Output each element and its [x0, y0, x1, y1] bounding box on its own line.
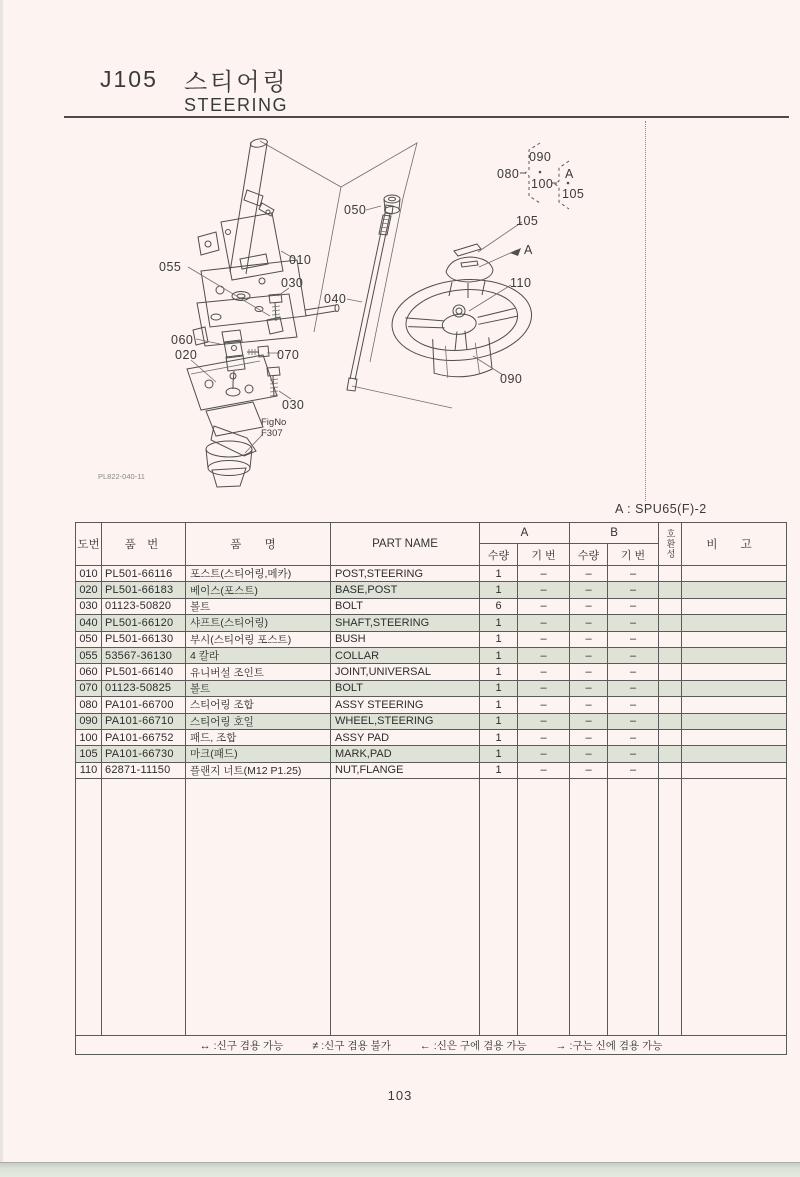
left-arrow-icon: ←: [419, 1039, 431, 1052]
cell-part-name: ASSY STEERING: [331, 697, 480, 713]
cell-a-qty: 6: [480, 598, 518, 614]
cell-a-qty: 1: [480, 631, 518, 647]
cell-part-name: POST,STEERING: [331, 566, 480, 582]
cell-a-serial: –: [518, 598, 570, 614]
cell-a-qty: 1: [480, 615, 518, 631]
cell-a-serial: –: [518, 647, 570, 663]
title-rule: [64, 116, 789, 118]
cell-remarks: [682, 631, 787, 647]
callout-030-upper: 030: [281, 276, 304, 290]
cell-part-name: SHAFT,STEERING: [331, 615, 480, 631]
cell-a-serial: –: [518, 762, 570, 778]
callout-055: 055: [159, 260, 182, 274]
cell-remarks: [682, 680, 787, 696]
cell-compat: [659, 615, 682, 631]
table-row: [76, 664, 787, 680]
cell-part-name: BOLT: [331, 680, 480, 696]
header-name-ko: 품 명: [186, 523, 331, 566]
cell-part-no: 62871-11150: [102, 762, 186, 778]
cell-part-no: PL501-66120: [102, 615, 186, 631]
cell-b-qty: –: [570, 566, 608, 582]
cell-ref: 070: [76, 680, 102, 696]
cell-part-no: PA101-66730: [102, 746, 186, 762]
cell-a-qty: 1: [480, 713, 518, 729]
cell-b-serial: –: [608, 729, 659, 745]
cell-a-serial: –: [518, 615, 570, 631]
cell-name-korean: 볼트: [186, 680, 331, 696]
cell-ref: 040: [76, 615, 102, 631]
cell-compat: [659, 713, 682, 729]
cell-part-name: COLLAR: [331, 647, 480, 663]
cell-part-name: MARK,PAD: [331, 746, 480, 762]
callout-040: 040: [324, 292, 347, 306]
cell-remarks: [682, 713, 787, 729]
cell-name-korean: 베이스(포스트): [186, 582, 331, 598]
cell-remarks: [682, 746, 787, 762]
cell-name-korean: 스티어링 조합: [186, 697, 331, 713]
table-row: [76, 615, 787, 631]
fig-ref-number: F307: [261, 428, 283, 439]
cell-remarks: [682, 697, 787, 713]
cell-remarks: [682, 615, 787, 631]
cell-compat: [659, 746, 682, 762]
cell-b-serial: –: [608, 680, 659, 696]
cell-compat: [659, 664, 682, 680]
table-row: [76, 713, 787, 729]
header-a-serial: 기 번: [518, 544, 570, 566]
cell-compat: [659, 680, 682, 696]
cell-name-korean: 마크(패드): [186, 746, 331, 762]
cell-b-serial: –: [608, 664, 659, 680]
table-row: [76, 647, 787, 663]
cell-ref: 050: [76, 631, 102, 647]
cell-a-serial: –: [518, 729, 570, 745]
cell-a-qty: 1: [480, 647, 518, 663]
cell-a-qty: 1: [480, 664, 518, 680]
cell-a-serial: –: [518, 631, 570, 647]
table-row: [76, 746, 787, 762]
callout-010: 010: [289, 253, 312, 267]
cell-a-serial: –: [518, 680, 570, 696]
cell-b-qty: –: [570, 647, 608, 663]
table-row: [76, 582, 787, 598]
table-row: [76, 631, 787, 647]
cell-name-korean: 플랜지 너트(M12 P1.25): [186, 762, 331, 778]
cell-name-korean: 포스트(스티어링,메카): [186, 566, 331, 582]
header-b-qty: 수량: [570, 544, 608, 566]
table-row: [76, 729, 787, 745]
cell-part-name: BUSH: [331, 631, 480, 647]
cell-a-qty: 1: [480, 729, 518, 745]
callout-105: 105: [516, 214, 539, 228]
cell-b-serial: –: [608, 631, 659, 647]
cell-b-qty: –: [570, 697, 608, 713]
legend-item: ← :신은 구에 겸용 가능: [419, 1039, 527, 1052]
cell-a-qty: 1: [480, 746, 518, 762]
both-arrow-icon: ↔: [199, 1039, 211, 1052]
table-filler-row: [76, 779, 787, 1036]
cell-remarks: [682, 598, 787, 614]
callout-a-group: A: [565, 167, 574, 181]
callout-a-pad: A: [524, 243, 533, 257]
callout-105-group: 105: [562, 187, 585, 201]
cell-b-qty: –: [570, 729, 608, 745]
cell-part-no: 53567-36130: [102, 647, 186, 663]
cell-ref: 030: [76, 598, 102, 614]
cell-compat: [659, 647, 682, 663]
cell-remarks: [682, 762, 787, 778]
table-row: [76, 697, 787, 713]
cell-a-serial: –: [518, 697, 570, 713]
variant-note: A : SPU65(F)-2: [615, 502, 707, 516]
cell-compat: [659, 598, 682, 614]
callout-030-lower: 030: [282, 398, 305, 412]
callout-090-group: 090: [529, 150, 552, 164]
header-a-qty: 수량: [480, 544, 518, 566]
cell-compat: [659, 762, 682, 778]
drawing-code: PL822-040-11: [98, 472, 145, 481]
cell-part-name: BOLT: [331, 598, 480, 614]
cell-b-serial: –: [608, 697, 659, 713]
cell-ref: 090: [76, 713, 102, 729]
legend-item: ↔ :신구 겸용 가능: [199, 1039, 284, 1052]
cell-remarks: [682, 566, 787, 582]
page-number: 103: [387, 1088, 413, 1103]
cell-b-qty: –: [570, 582, 608, 598]
cell-a-serial: –: [518, 713, 570, 729]
callout-020: 020: [175, 348, 198, 362]
cell-remarks: [682, 582, 787, 598]
cell-part-no: PA101-66700: [102, 697, 186, 713]
cell-name-korean: 스티어링 호일: [186, 713, 331, 729]
parts-table: [75, 522, 787, 1055]
cell-b-serial: –: [608, 566, 659, 582]
cell-a-qty: 1: [480, 582, 518, 598]
section-code: J105: [100, 66, 158, 92]
cell-ref: 060: [76, 664, 102, 680]
cell-b-qty: –: [570, 713, 608, 729]
cell-b-serial: –: [608, 615, 659, 631]
legend-item: ≠ :신구 겸용 불가: [312, 1039, 391, 1052]
cell-part-no: PA101-66752: [102, 729, 186, 745]
diagram-right-divider: [645, 121, 646, 501]
fig-ref-label: FigNo: [261, 417, 287, 428]
cell-a-serial: –: [518, 582, 570, 598]
header-part-no: 품 번: [102, 523, 186, 566]
header-remarks: 비 고: [682, 523, 787, 566]
table-row: [76, 680, 787, 696]
table-header: [76, 523, 787, 566]
cell-part-no: PL501-66140: [102, 664, 186, 680]
scan-bottom-artifact: [0, 1162, 800, 1177]
cell-remarks: [682, 647, 787, 663]
cell-b-qty: –: [570, 762, 608, 778]
header-group-a: A: [480, 523, 570, 544]
legend-item: → :구는 신에 겸용 가능: [555, 1039, 663, 1052]
cell-a-serial: –: [518, 664, 570, 680]
callout-050: 050: [344, 203, 367, 217]
cell-compat: [659, 566, 682, 582]
exploded-diagram: [80, 125, 660, 503]
cell-part-no: PL501-66183: [102, 582, 186, 598]
cell-b-qty: –: [570, 615, 608, 631]
scan-edge-artifact: [0, 0, 3, 1177]
cell-compat: [659, 697, 682, 713]
cell-part-no: 01123-50825: [102, 680, 186, 696]
callout-100: 100: [531, 177, 554, 191]
cell-part-name: BASE,POST: [331, 582, 480, 598]
cell-b-qty: –: [570, 680, 608, 696]
not-equal-icon: ≠: [312, 1039, 319, 1052]
cell-name-korean: 샤프트(스티어링): [186, 615, 331, 631]
cell-b-serial: –: [608, 598, 659, 614]
callout-070: 070: [277, 348, 300, 362]
header-ref: 도번: [76, 523, 102, 566]
cell-remarks: [682, 729, 787, 745]
cell-b-serial: –: [608, 647, 659, 663]
callout-110: 110: [510, 276, 532, 290]
cell-part-name: ASSY PAD: [331, 729, 480, 745]
cell-ref: 020: [76, 582, 102, 598]
cell-b-serial: –: [608, 582, 659, 598]
cell-b-serial: –: [608, 746, 659, 762]
callout-080: 080: [497, 167, 520, 181]
cell-a-qty: 1: [480, 762, 518, 778]
cell-name-korean: 4 칼라: [186, 647, 331, 663]
cell-name-korean: 부시(스티어링 포스트): [186, 631, 331, 647]
callout-060: 060: [171, 333, 194, 347]
cell-name-korean: 유니버설 조인트: [186, 664, 331, 680]
header-group-b: B: [570, 523, 659, 544]
cell-ref: 080: [76, 697, 102, 713]
table-row: [76, 762, 787, 778]
header-part-name: PART NAME: [331, 523, 480, 566]
cell-ref: 010: [76, 566, 102, 582]
cell-ref: 105: [76, 746, 102, 762]
cell-name-korean: 볼트: [186, 598, 331, 614]
cell-part-no: PL501-66116: [102, 566, 186, 582]
cell-a-qty: 1: [480, 680, 518, 696]
cell-ref: 055: [76, 647, 102, 663]
cell-a-serial: –: [518, 566, 570, 582]
page-title-english: STEERING: [184, 95, 289, 115]
callout-090-wheel: 090: [500, 372, 523, 386]
cell-b-qty: –: [570, 631, 608, 647]
cell-part-name: NUT,FLANGE: [331, 762, 480, 778]
header-b-serial: 기 번: [608, 544, 659, 566]
legend-row: [76, 1036, 787, 1055]
cell-name-korean: 패드, 조합: [186, 729, 331, 745]
table-row: [76, 566, 787, 582]
cell-part-name: WHEEL,STEERING: [331, 713, 480, 729]
cell-compat: [659, 582, 682, 598]
cell-a-qty: 1: [480, 697, 518, 713]
table-row: [76, 598, 787, 614]
cell-part-no: PL501-66130: [102, 631, 186, 647]
cell-ref: 110: [76, 762, 102, 778]
right-arrow-icon: →: [555, 1039, 567, 1052]
cell-b-qty: –: [570, 664, 608, 680]
parts-table-body: [76, 566, 787, 779]
cell-b-serial: –: [608, 713, 659, 729]
cell-b-serial: –: [608, 762, 659, 778]
cell-a-qty: 1: [480, 566, 518, 582]
cell-part-no: PA101-66710: [102, 713, 186, 729]
cell-a-serial: –: [518, 746, 570, 762]
page-title: 스티어링: [184, 69, 289, 96]
cell-b-qty: –: [570, 598, 608, 614]
cell-part-no: 01123-50820: [102, 598, 186, 614]
cell-compat: [659, 631, 682, 647]
header-compat: 호환성: [659, 523, 682, 566]
cell-part-name: JOINT,UNIVERSAL: [331, 664, 480, 680]
cell-ref: 100: [76, 729, 102, 745]
cell-b-qty: –: [570, 746, 608, 762]
cell-compat: [659, 729, 682, 745]
cell-remarks: [682, 664, 787, 680]
